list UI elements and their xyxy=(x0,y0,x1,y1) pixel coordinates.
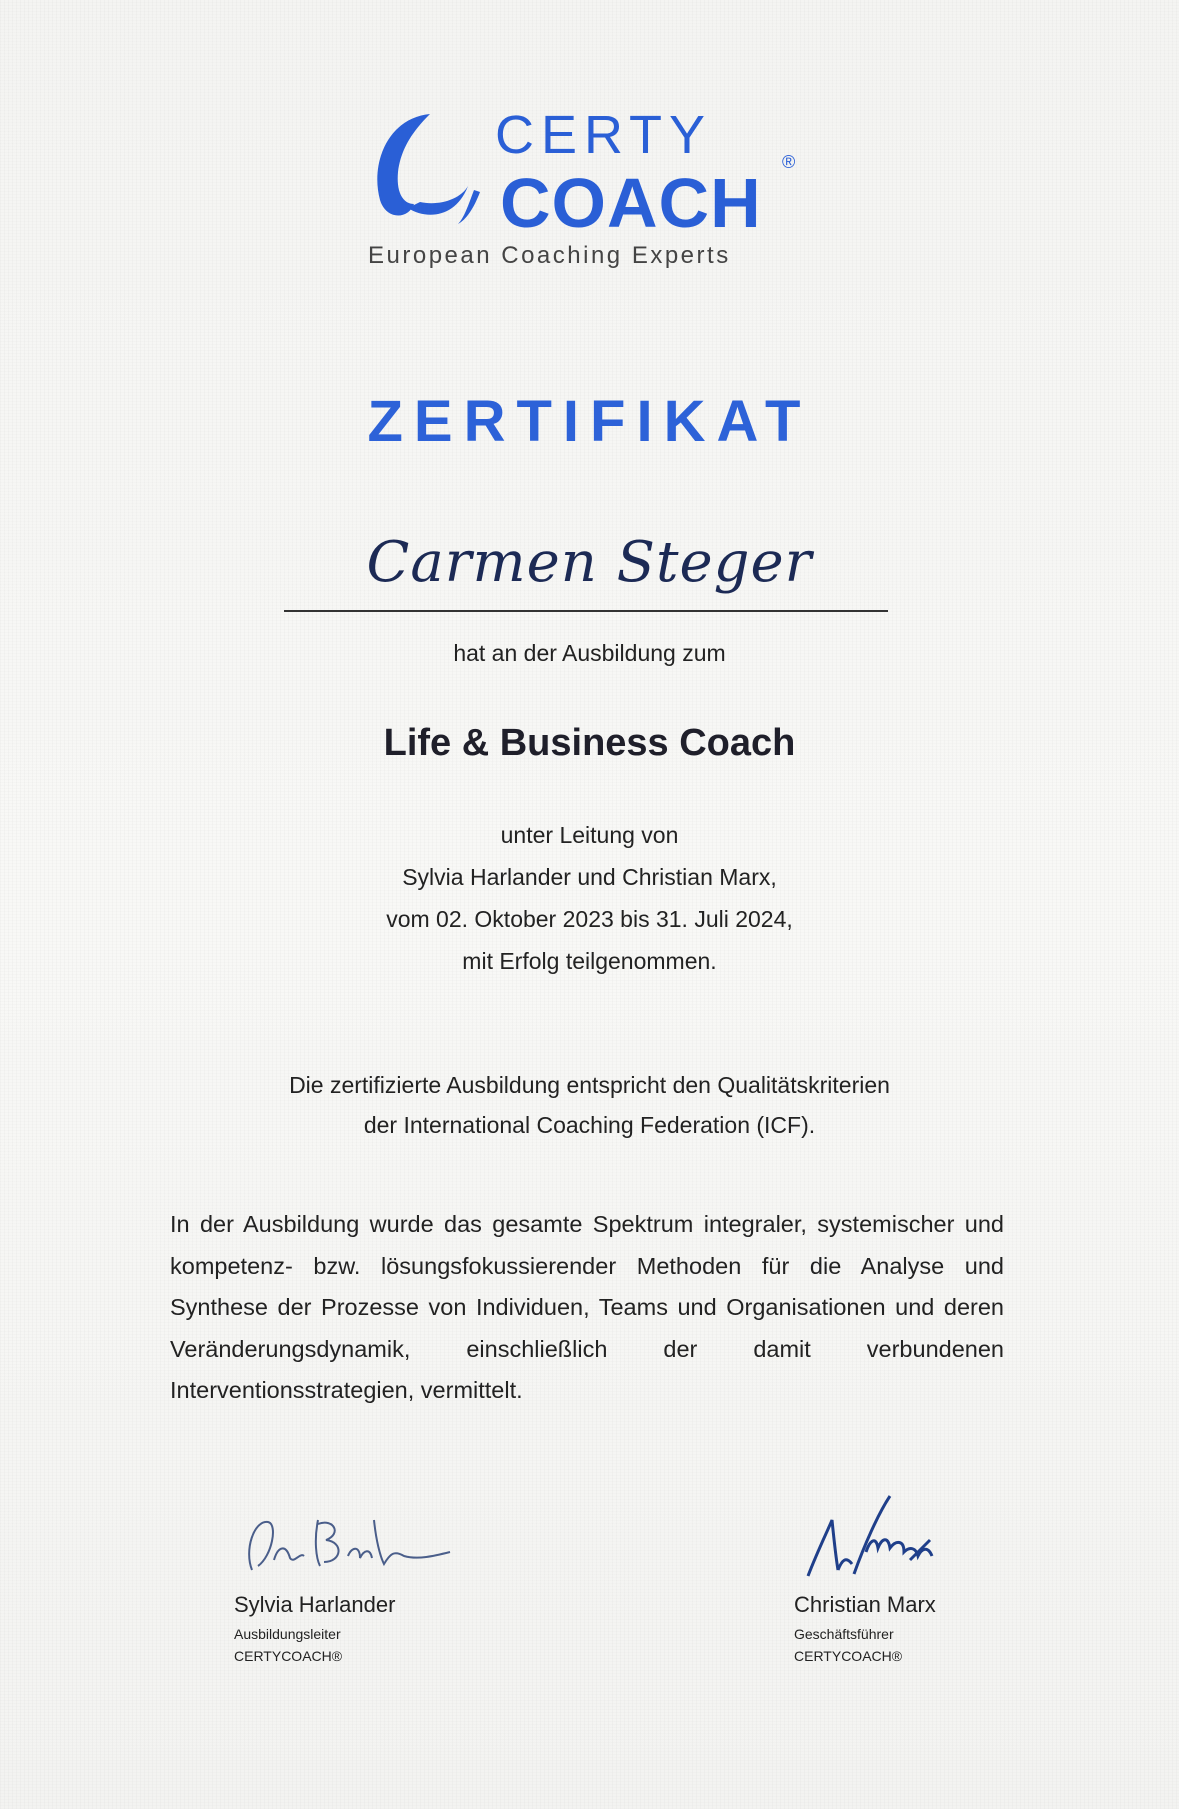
trainers-text: Sylvia Harlander und Christian Marx, xyxy=(402,864,777,890)
description-paragraph: In der Ausbildung wurde das gesamte Spektrum integraler, systemischer und kompetenz- bzw. lösungsfokussierender Methoden für die Analyse und Synthese der Prozesse von Individuen, Teams und Organisationen und deren Veränderungsdynamik, einschließlich der damit verbundenen Interventionsstrategien, vermittelt. xyxy=(170,1211,1004,1403)
icf-statement-line2: der International Coaching Federation (ICF). xyxy=(363,1112,816,1138)
handwritten-signature-marx xyxy=(794,1490,964,1590)
logo-coach-text: COACH xyxy=(500,164,762,242)
recipient-underline xyxy=(284,610,888,612)
success-text: mit Erfolg teilgenommen. xyxy=(462,948,717,974)
logo-tagline: European Coaching Experts xyxy=(368,242,731,269)
led-by-text: unter Leitung von xyxy=(500,822,679,848)
icf-statement-line1: Die zertifizierte Ausbildung entspricht den Qualitätskriterien xyxy=(289,1072,890,1098)
signatory-name: Sylvia Harlander xyxy=(234,1592,396,1617)
period-text: vom 02. Oktober 2023 bis 31. Juli 2024, xyxy=(386,906,793,932)
participated-text: hat an der Ausbildung zum xyxy=(453,640,726,666)
recipient-name: Carmen Steger xyxy=(366,530,813,595)
certycoach-logo xyxy=(368,105,818,278)
signatory-company: CERTYCOACH® xyxy=(794,1648,903,1664)
signature-block-harlander xyxy=(234,1500,464,1664)
signature-block-marx xyxy=(794,1490,964,1664)
signatory-role: Geschäftsführer xyxy=(794,1626,894,1642)
course-title: Life & Business Coach xyxy=(383,722,796,764)
logo-certy-text: CERTY xyxy=(495,105,713,165)
signatory-company: CERTYCOACH® xyxy=(234,1648,343,1664)
signatory-name: Christian Marx xyxy=(794,1592,936,1617)
certycoach-swoosh-icon xyxy=(368,108,498,238)
handwritten-signature-harlander xyxy=(234,1500,464,1590)
signatory-role: Ausbildungsleiter xyxy=(234,1626,341,1642)
registered-mark: ® xyxy=(782,152,796,172)
certificate-title: ZERTIFIKAT xyxy=(367,389,812,454)
